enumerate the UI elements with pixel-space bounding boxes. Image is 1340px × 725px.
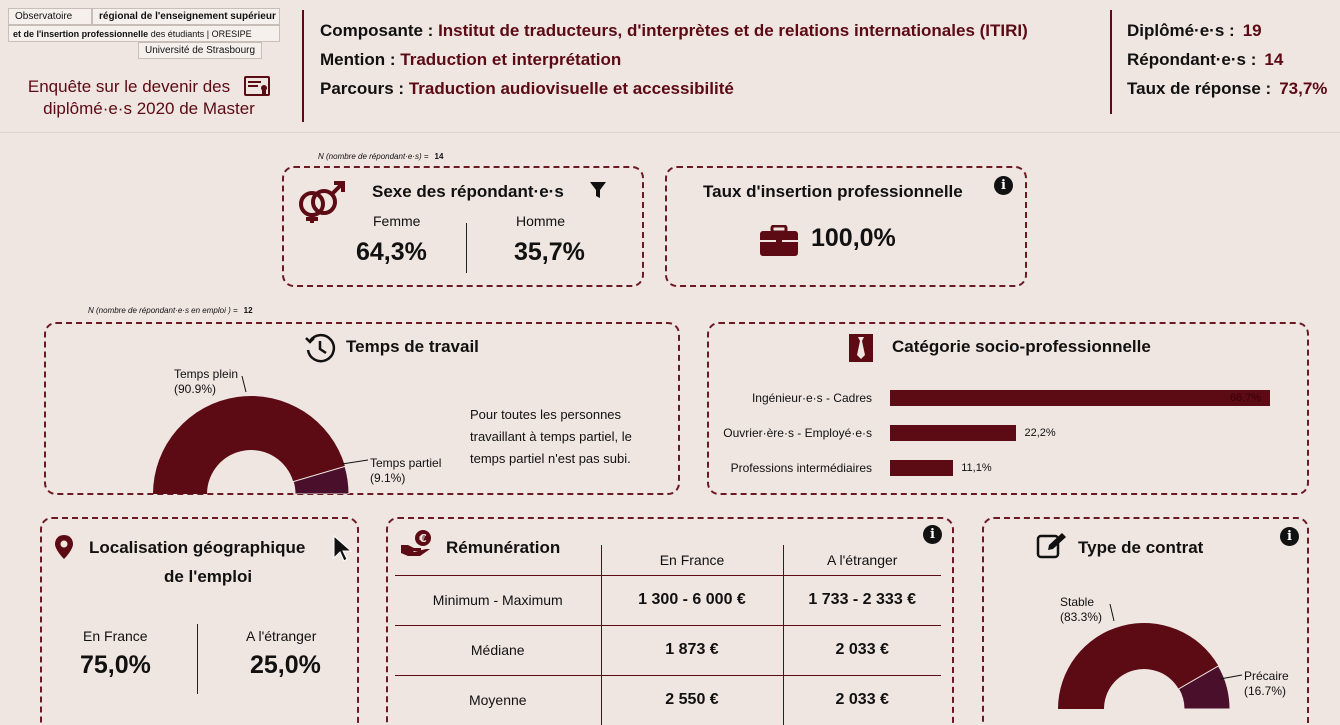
csp-card	[707, 322, 1309, 495]
filter-icon[interactable]	[589, 181, 607, 199]
parcours-label: Parcours :	[320, 79, 405, 98]
row-france-value: 1 300 - 6 000 €	[601, 575, 783, 625]
contrat-precaire-label: Précaire	[1244, 669, 1289, 683]
map-pin-icon	[54, 534, 74, 560]
oresipe-logo	[8, 8, 280, 62]
page-header	[0, 0, 1340, 133]
contrat-card	[982, 517, 1309, 725]
temps-note-2: travaillant à temps partiel, le	[470, 429, 632, 444]
remuneration-table	[395, 545, 941, 725]
homme-label: Homme	[516, 213, 566, 229]
logo-line2c: | ORESIPE	[206, 28, 252, 39]
csp-bar	[890, 460, 953, 476]
femme-label: Femme	[373, 213, 421, 229]
col-a-etranger: A l'étranger	[783, 545, 941, 575]
logo-line3: Université de Strasbourg	[138, 42, 262, 59]
row-etranger-value: 2 033 €	[783, 625, 941, 675]
temps-plein-label: Temps plein	[174, 367, 239, 381]
insertion-title: Taux d'insertion professionnelle	[703, 182, 963, 201]
temps-title: Temps de travail	[346, 337, 479, 356]
response-stats	[1127, 16, 1327, 103]
table-row	[395, 625, 941, 675]
n-respondents-value: 14	[434, 152, 444, 161]
survey-line2: diplômé·e·s 2020 de Master	[43, 99, 255, 118]
n-employed-value: 12	[243, 306, 253, 315]
csp-bar-label: Ingénieur·e·s - Cadres	[751, 391, 872, 405]
localisation-etranger-label: A l'étranger	[246, 628, 317, 644]
sexe-card	[282, 166, 644, 287]
repondants-label: Répondant·e·s :	[1127, 50, 1257, 69]
tie-icon	[849, 334, 873, 362]
taux-label: Taux de réponse :	[1127, 79, 1272, 98]
localisation-france-value: 75,0%	[80, 651, 151, 679]
sexe-title: Sexe des répondant·e·s	[372, 182, 564, 201]
localisation-title-2: de l'emploi	[164, 567, 253, 586]
homme-value: 35,7%	[514, 238, 585, 266]
csp-bar	[890, 425, 1016, 441]
localisation-france-label: En France	[83, 628, 148, 644]
n-respondents-label: N (nombre de répondant·e·s) =	[318, 152, 429, 161]
contrat-stable-label: Stable	[1060, 595, 1095, 609]
logo-line2b: des étudiants	[150, 28, 205, 39]
survey-line1: Enquête sur le devenir des	[27, 77, 231, 96]
row-label: Moyenne	[395, 675, 601, 725]
n-respondents	[318, 152, 443, 161]
logo-line2a: et de l'insertion professionnelle	[13, 28, 149, 39]
temps-partiel-label: Temps partiel	[370, 456, 442, 470]
certificate-icon	[244, 76, 270, 98]
femme-value: 64,3%	[356, 238, 427, 266]
diplomes-value: 19	[1242, 21, 1262, 40]
localisation-etranger-value: 25,0%	[250, 651, 321, 679]
repondants-value: 14	[1264, 50, 1284, 69]
csp-bar-value: 22,2%	[1024, 427, 1056, 439]
row-etranger-value: 1 733 - 2 333 €	[783, 575, 941, 625]
n-employed-label: N (nombre de répondant·e·s en emploi ) =	[88, 306, 238, 315]
remuneration-info-icon[interactable]: i	[923, 525, 942, 544]
contrat-info-icon[interactable]: i	[1280, 527, 1299, 546]
csp-title: Catégorie socio-professionnelle	[892, 337, 1151, 356]
csp-bar	[890, 390, 1270, 406]
temps-plein-pct: (90.9%)	[174, 382, 217, 396]
gender-icon	[294, 178, 348, 224]
briefcase-icon	[759, 225, 799, 257]
row-label: Minimum - Maximum	[395, 575, 601, 625]
remuneration-title: Rémunération	[446, 538, 561, 557]
csp-bar-label: Professions intermédiaires	[730, 461, 872, 475]
taux-value: 73,7%	[1279, 79, 1328, 98]
logo-line1b: régional de l'enseignement supérieur	[99, 11, 276, 22]
mouse-cursor-icon	[332, 534, 352, 562]
diplomes-label: Diplômé·e·s :	[1127, 21, 1235, 40]
svg-text:€: €	[419, 532, 427, 545]
csp-bar-label: Ouvrier·ère·s - Employé·e·s	[723, 426, 872, 440]
contrat-stable-pct: (83.3%)	[1060, 610, 1103, 624]
header-divider-left	[302, 10, 304, 122]
insertion-card	[665, 166, 1027, 287]
contrat-title: Type de contrat	[1078, 538, 1204, 557]
row-label: Médiane	[395, 625, 601, 675]
mention-value: Traduction et interprétation	[400, 50, 622, 69]
temps-card	[44, 322, 680, 495]
row-france-value: 2 550 €	[601, 675, 783, 725]
program-meta	[320, 16, 1028, 103]
localisation-title-1: Localisation géographique	[89, 538, 306, 557]
composante-label: Composante :	[320, 21, 434, 40]
temps-partiel-pct: (9.1%)	[370, 471, 406, 485]
survey-title	[10, 76, 288, 120]
csp-bar-value: 66,7%	[1230, 392, 1262, 404]
table-row	[395, 675, 941, 725]
insertion-value: 100,0%	[811, 224, 896, 252]
row-etranger-value: 2 033 €	[783, 675, 941, 725]
insertion-info-icon[interactable]: i	[994, 176, 1013, 195]
contrat-precaire-pct: (16.7%)	[1244, 684, 1287, 698]
header-divider-right	[1110, 10, 1112, 114]
localisation-card	[40, 517, 359, 725]
table-row	[395, 575, 941, 625]
csp-bar-value: 11,1%	[961, 462, 992, 474]
col-en-france: En France	[601, 545, 783, 575]
composante-value: Institut de traducteurs, d'interprètes et de relations internationales (ITIRI)	[438, 21, 1028, 40]
n-employed	[88, 306, 253, 315]
temps-note-1: Pour toutes les personnes	[470, 407, 622, 422]
sexe-divider	[466, 223, 467, 273]
temps-note-3: temps partiel n'est pas subi.	[470, 451, 631, 466]
temps-note	[470, 404, 632, 470]
mention-label: Mention :	[320, 50, 396, 69]
localisation-divider	[197, 624, 198, 694]
logo-line1a: Observatoire	[8, 8, 92, 25]
parcours-value: Traduction audiovisuelle et accessibilité	[408, 79, 734, 98]
row-france-value: 1 873 €	[601, 625, 783, 675]
